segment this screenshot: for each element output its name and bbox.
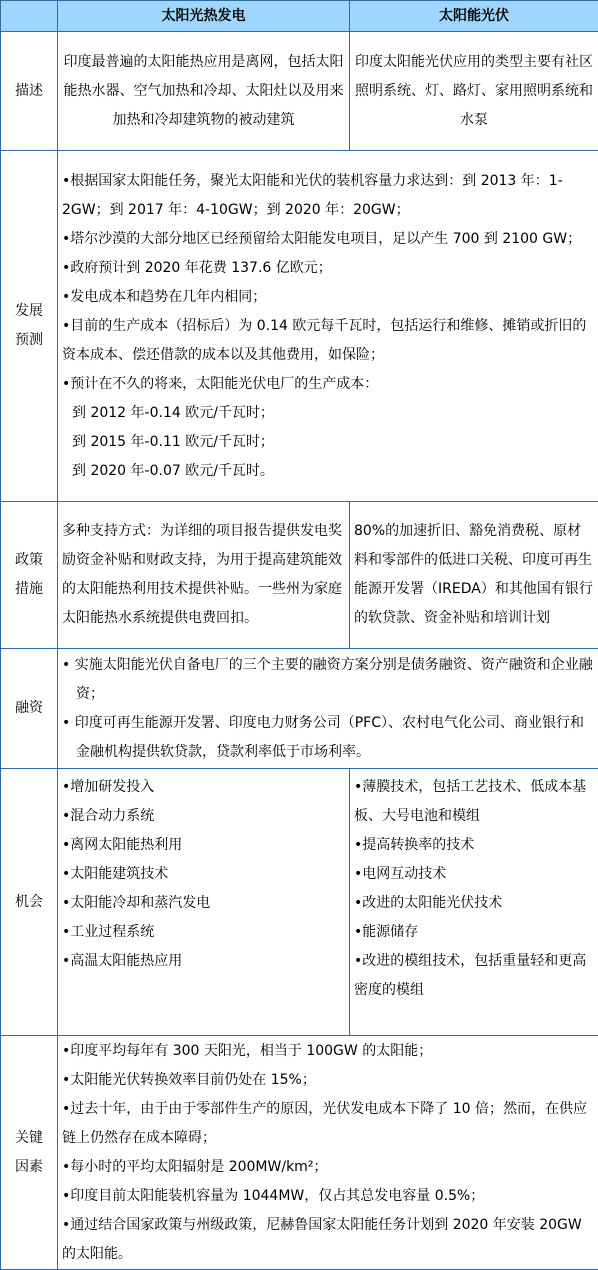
list-item: •根据国家太阳能任务，聚光太阳能和光伏的装机容量力求达到：到 2013 年：1-2GW；到 2017 年：4-10GW；到 2020 年：20GW； — [62, 172, 563, 218]
list-item: •印度目前太阳能装机容量为 1044MW，仅占其总发电容量 0.5%； — [62, 1187, 485, 1204]
row-label-finance — [1, 649, 58, 769]
policy-pv-cell: 80%的加速折旧、豁免消费税、原材料和零部件的低进口关税、印度可再生能源开发署（IREDA）和其他国有银行的软贷款、资金补贴和培训计划 — [350, 502, 598, 649]
row-label-text: 措施 — [15, 581, 43, 597]
list-item: •太阳能冷却和蒸汽发电 — [62, 895, 211, 911]
header-row — [1, 1, 598, 32]
policy-thermal-cell: 多种支持方式：为详细的项目报告提供发电奖励资金补贴和财政支持，为用于提高建筑能效的太阳能热利用技术提供补贴。一些州为家庭太阳能热水系统提供电费回扣。 — [58, 502, 350, 649]
list-item: •太阳能光伏转换效率目前仍处在 15%； — [62, 1071, 316, 1088]
header-corner-cell — [1, 1, 58, 32]
list-item: •薄膜技术，包括工艺技术、低成本基板、大号电池和模组 — [354, 779, 587, 824]
row-label-text: 融资 — [15, 700, 43, 716]
list-item: •发电成本和趋势在几年内相同； — [62, 288, 267, 305]
list-item: •通过结合国家政策与州级政策，尼赫鲁国家太阳能任务计划到 2020 年安装 20GW 的太阳能。 — [62, 1216, 582, 1262]
row-describe — [1, 32, 598, 151]
list-item: •塔尔沙漠的大部分地区已经预留给太阳能发电项目，足以产生 700 到 2100 GW； — [62, 230, 582, 247]
row-label-policy — [1, 502, 58, 649]
finance-cell — [58, 649, 598, 769]
sub-list-item: 到 2015 年-0.11 欧元/千瓦时； — [72, 433, 274, 450]
list-item: •改进的模组技术，包括重量轻和更高密度的模组 — [354, 953, 587, 998]
forecast-cell — [58, 151, 598, 502]
list-item: •目前的生产成本（招标后）为 0.14 欧元每千瓦时，包括运行和维修、摊销或折旧的资本成本、偿还借款的成本以及其他费用，如保险； — [62, 317, 587, 363]
list-item: •离网太阳能热利用 — [62, 837, 183, 853]
row-label-forecast — [1, 151, 58, 502]
list-item: •能源储存 — [354, 924, 419, 940]
sub-list-item: 到 2020 年-0.07 欧元/千瓦时。 — [72, 462, 274, 479]
keyfactors-cell — [58, 1036, 598, 1270]
list-item: • 印度可再生能源开发署、印度电力财务公司（PFC）、农村电气化公司、商业银行和金融机构提供软贷款，贷款利率低于市场利率。 — [62, 714, 584, 760]
list-item: •印度平均每年有 300 天阳光，相当于 100GW 的太阳能； — [62, 1042, 433, 1059]
sub-list-item: 到 2012 年-0.14 欧元/千瓦时； — [72, 404, 274, 421]
row-label-text: 关键 — [15, 1129, 43, 1146]
list-item: •太阳能建筑技术 — [62, 866, 169, 882]
list-item: •每小时的平均太阳辐射是 200MW/km²； — [62, 1158, 328, 1175]
opportunity-thermal-cell — [58, 769, 350, 1036]
list-item: •提高转换率的技术 — [354, 837, 475, 853]
list-item: •混合动力系统 — [62, 808, 155, 824]
row-label-text: 预测 — [15, 332, 43, 348]
row-forecast — [1, 151, 598, 502]
header-solar-thermal: 太阳光热发电 — [58, 1, 350, 32]
list-item: •政府预计到 2020 年花费 137.6 亿欧元； — [62, 259, 332, 276]
row-label-text: 因素 — [15, 1158, 43, 1175]
row-label-text: 描述 — [15, 82, 43, 99]
row-label-text: 政策 — [15, 552, 43, 568]
row-finance — [1, 649, 598, 769]
row-label-keyfactors — [1, 1036, 58, 1270]
row-label-opportunity — [1, 769, 58, 1036]
list-item: •过去十年，由于由于零部件生产的原因，光伏发电成本下降了 10 倍；然而，在供应链上仍然存在成本障碍； — [62, 1100, 587, 1146]
list-item: •高温太阳能热应用 — [62, 953, 183, 969]
list-item: •工业过程系统 — [62, 924, 155, 940]
row-label-text: 发展 — [15, 303, 43, 319]
row-keyfactors — [1, 1036, 598, 1270]
describe-thermal-cell: 印度最普遍的太阳能热应用是离网，包括太阳能热水器、空气加热和冷却、太阳灶以及用来加热和冷却建筑物的被动建筑 — [58, 32, 350, 151]
header-solar-pv: 太阳能光伏 — [350, 1, 598, 32]
list-item: •预计在不久的将来，太阳能光伏电厂的生产成本： — [62, 375, 379, 392]
opportunity-pv-cell — [350, 769, 598, 1036]
list-item: •增加研发投入 — [62, 779, 155, 795]
row-opportunity — [1, 769, 598, 1036]
list-item: • 实施太阳能光伏自备电厂的三个主要的融资方案分别是债务融资、资产融资和企业融资； — [62, 656, 593, 702]
row-label-text: 机会 — [15, 893, 43, 910]
describe-pv-cell: 印度太阳能光伏应用的类型主要有社区照明系统、灯、路灯、家用照明系统和水泵 — [350, 32, 598, 151]
list-item: •电网互动技术 — [354, 866, 447, 882]
row-policy — [1, 502, 598, 649]
row-label-describe — [1, 32, 58, 151]
list-item: •改进的太阳能光伏技术 — [354, 895, 503, 911]
